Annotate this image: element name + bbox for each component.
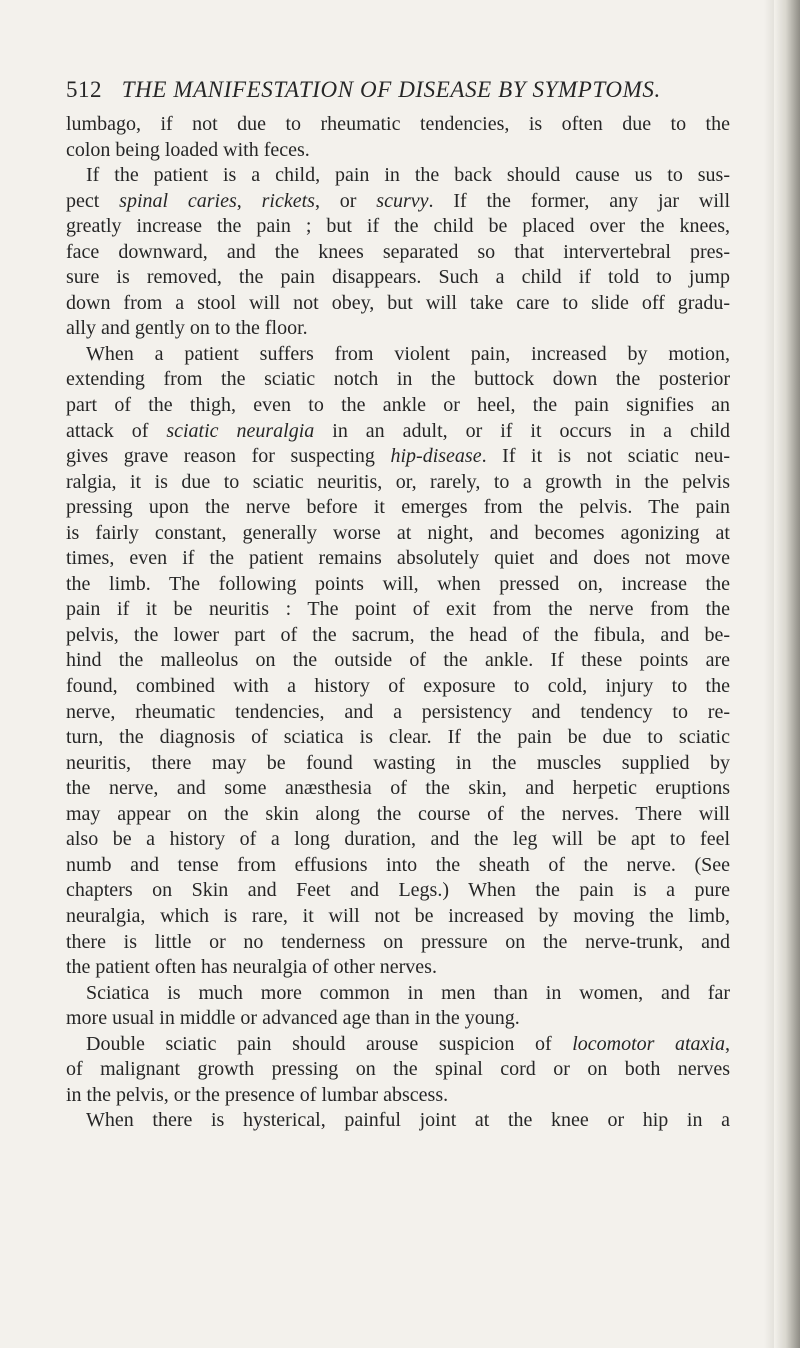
italic-term: spinal caries bbox=[119, 189, 237, 212]
text-line: nerve, rheumatic tendencies, and a persistency and tendency to re- bbox=[66, 700, 730, 723]
text-line: ralgia, it is due to sciatic neuritis, or, rarely, to a growth in the pelvis bbox=[66, 470, 730, 493]
text-line: is fairly constant, generally worse at night, and becomes agonizing at bbox=[66, 521, 730, 544]
text-line: down from a stool will not obey, but will take care to slide off gradu- bbox=[66, 291, 730, 314]
page-number: 512 bbox=[66, 77, 102, 102]
italic-term: locomotor ataxia bbox=[572, 1032, 725, 1055]
text-line: attack of sciatic neuralgia in an adult, or if it occurs in a child bbox=[66, 419, 730, 442]
text-line: greatly increase the pain ; but if the child be placed over the knees, bbox=[66, 215, 730, 238]
text-line: ally and gently on to the floor. bbox=[66, 317, 308, 340]
text-line: pelvis, the lower part of the sacrum, the head of the fibula, and be- bbox=[66, 623, 730, 646]
text-line: extending from the sciatic notch in the buttock down the posterior bbox=[66, 368, 730, 391]
body-text bbox=[66, 112, 730, 1134]
italic-term: sciatic neuralgia bbox=[166, 419, 315, 442]
page-gutter-shading bbox=[764, 0, 774, 1348]
text-line: the patient often has neuralgia of other nerves. bbox=[66, 956, 437, 979]
text-line: colon being loaded with feces. bbox=[66, 138, 310, 161]
text-line: times, even if the patient remains absolutely quiet and does not move bbox=[66, 547, 730, 570]
running-title: THE MANIFESTATION OF DISEASE BY SYMPTOMS. bbox=[121, 77, 661, 102]
text-line: the nerve, and some anæsthesia of the skin, and herpetic eruptions bbox=[66, 777, 730, 800]
text-line: of malignant growth pressing on the spinal cord or on both nerves bbox=[66, 1058, 730, 1081]
text-line: turn, the diagnosis of sciatica is clear. If the pain be due to sciatic bbox=[66, 726, 730, 749]
text-line: gives grave reason for suspecting hip-disease. If it is not sciatic neu- bbox=[66, 445, 730, 468]
text-line: more usual in middle or advanced age than in the young. bbox=[66, 1007, 520, 1030]
text-line: lumbago, if not due to rheumatic tendencies, is often due to the bbox=[66, 113, 730, 135]
text-line: numb and tense from effusions into the sheath of the nerve. (See bbox=[66, 853, 730, 876]
text-line: pect spinal caries, rickets, or scurvy. If the former, any jar will bbox=[66, 189, 731, 212]
italic-term: scurvy bbox=[376, 189, 429, 212]
page-header bbox=[66, 74, 726, 106]
text-line: found, combined with a history of exposure to cold, injury to the bbox=[66, 675, 730, 698]
text-line: chapters on Skin and Feet and Legs.) When the pain is a pure bbox=[66, 879, 730, 902]
text-line: Sciatica is much more common in men than in women, and far bbox=[86, 981, 730, 1004]
italic-term: hip-disease bbox=[390, 445, 482, 468]
text-line: also be a history of a long duration, and the leg will be apt to feel bbox=[66, 828, 730, 851]
page-edge-shadow bbox=[774, 0, 800, 1348]
text-line: pain if it be neuritis : The point of exit from the nerve from the bbox=[66, 598, 730, 621]
italic-term: rickets bbox=[261, 189, 315, 212]
text-line: When a patient suffers from violent pain, increased by motion, bbox=[86, 342, 730, 365]
text-line: If the patient is a child, pain in the back should cause us to sus- bbox=[86, 164, 730, 187]
text-line: in the pelvis, or the presence of lumbar abscess. bbox=[66, 1083, 449, 1106]
text-line: Double sciatic pain should arouse suspicion of locomotor ataxia, bbox=[86, 1032, 730, 1055]
text-line: may appear on the skin along the course of the nerves. There will bbox=[66, 802, 730, 825]
text-line: the limb. The following points will, when pressed on, increase the bbox=[66, 572, 730, 595]
text-line: When there is hysterical, painful joint at the knee or hip in a bbox=[86, 1109, 730, 1132]
text-line: face downward, and the knees separated so that intervertebral pres- bbox=[66, 240, 730, 263]
text-line: part of the thigh, even to the ankle or heel, the pain signifies an bbox=[66, 394, 730, 417]
text-line: there is little or no tenderness on pressure on the nerve-trunk, and bbox=[66, 930, 730, 953]
text-line: neuritis, there may be found wasting in the muscles supplied by bbox=[66, 751, 730, 774]
text-line: pressing upon the nerve before it emerges from the pelvis. The pain bbox=[66, 496, 730, 519]
text-line: neuralgia, which is rare, it will not be increased by moving the limb, bbox=[66, 904, 730, 927]
text-line: hind the malleolus on the outside of the ankle. If these points are bbox=[66, 649, 730, 672]
text-line: sure is removed, the pain disappears. Such a child if told to jump bbox=[66, 266, 730, 289]
